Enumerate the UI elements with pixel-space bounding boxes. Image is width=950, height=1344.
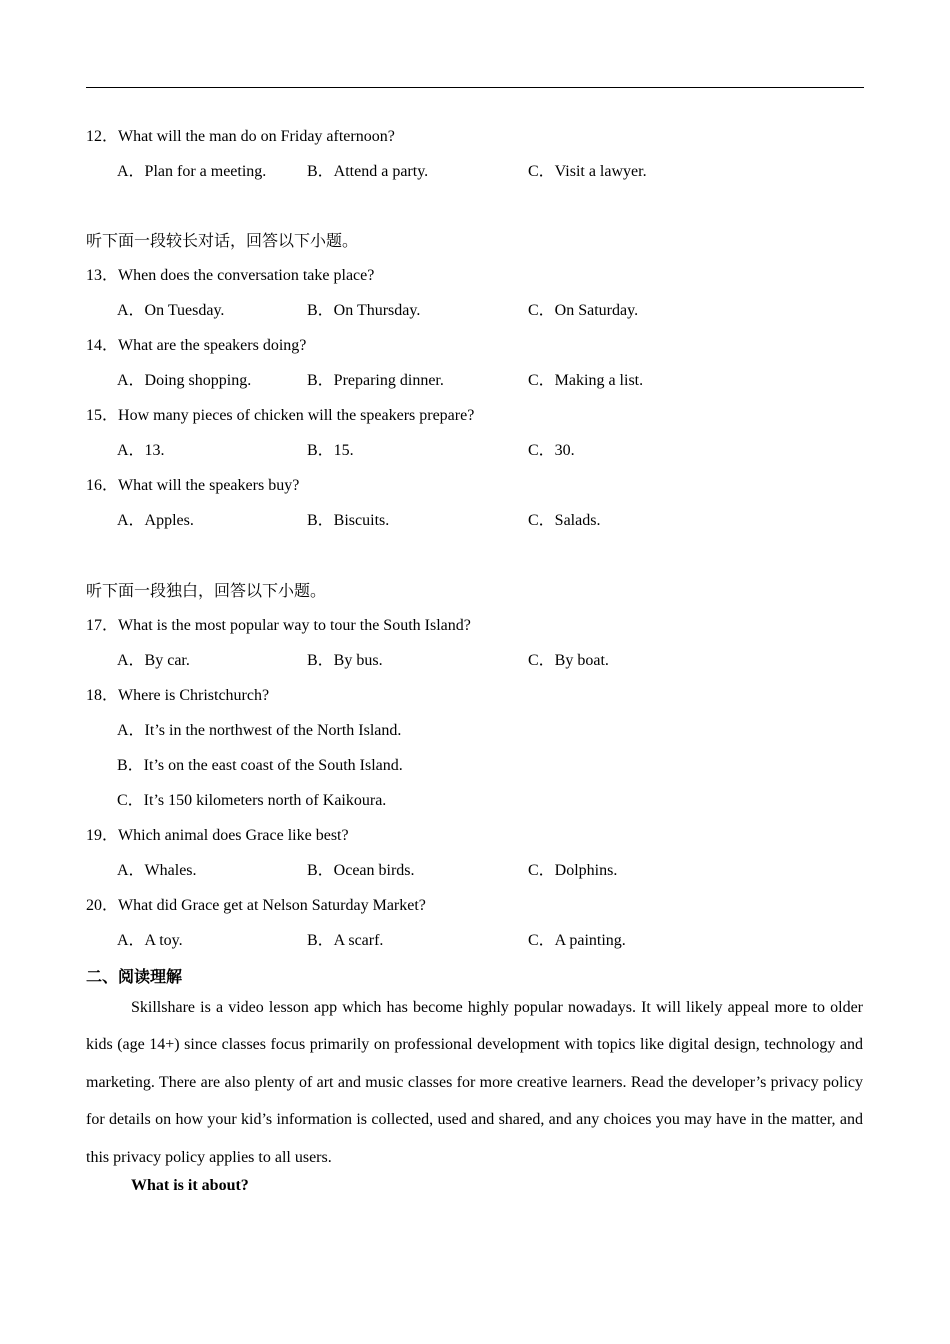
option-c: C．By boat. [528, 652, 609, 669]
option-a: A．Apples. [117, 512, 194, 529]
question-number: 19． [86, 827, 119, 844]
question-number: 18． [86, 687, 119, 704]
option-a: A．Whales. [117, 862, 197, 879]
option-b: B．A scarf. [307, 932, 384, 949]
instruction-monologue: 听下面一段独白，回答以下小题。 [86, 583, 327, 600]
option-b: B．Ocean birds. [307, 862, 415, 879]
question-number: 12． [86, 128, 119, 145]
option-c: C．A painting. [528, 932, 626, 949]
question-number: 15． [86, 407, 119, 424]
question-number: 20． [86, 897, 119, 914]
option-a: A．By car. [117, 652, 190, 669]
question-number: 16． [86, 477, 119, 494]
question-12 [86, 127, 395, 147]
option-b: B．By bus. [307, 652, 383, 669]
question-number: 14． [86, 337, 119, 354]
header-rule [86, 87, 864, 88]
option-a: A．Plan for a meeting. [117, 163, 267, 180]
section-title-reading: 二、阅读理解 [86, 969, 183, 986]
question-14 [86, 336, 306, 356]
option-a: A．On Tuesday. [117, 302, 225, 319]
question-text: What are the speakers doing? [118, 337, 307, 354]
option-c: C．Salads. [528, 512, 601, 529]
option-c: C．On Saturday. [528, 302, 639, 319]
question-text: Where is Christchurch? [118, 687, 270, 704]
question-18 [86, 686, 269, 706]
option-c: C．Visit a lawyer. [528, 163, 647, 180]
option-c: C．It’s 150 kilometers north of Kaikoura. [117, 792, 387, 809]
question-number: 13． [86, 267, 119, 284]
option-a: A．A toy. [117, 932, 183, 949]
option-b: B．It’s on the east coast of the South Island. [117, 757, 403, 774]
question-text: What will the speakers buy? [118, 477, 300, 494]
option-b: B．15. [307, 442, 354, 459]
passage-subheading: What is it about? [131, 1177, 249, 1194]
question-16 [86, 476, 299, 496]
question-15 [86, 406, 474, 426]
option-b: B．On Thursday. [307, 302, 421, 319]
reading-passage: Skillshare is a video lesson app which has become highly popular nowadays. It will likely appeal more to older kids (age 14+) since classes focus primarily on professional development with topics like digital design, technology and marketing. There are also plenty of art and music classes for more creative learners. Read the developer’s privacy policy for details on how your kid’s information is collected, used and shared, and any choices you may have in the matter, and this privacy policy applies to all users. [86, 999, 863, 1166]
option-c: C．Dolphins. [528, 862, 618, 879]
question-19 [86, 826, 349, 846]
option-a: A．It’s in the northwest of the North Island. [117, 722, 402, 739]
option-b: B．Attend a party. [307, 163, 429, 180]
option-b: B．Preparing dinner. [307, 372, 444, 389]
question-text: What did Grace get at Nelson Saturday Market? [118, 897, 426, 914]
question-text: When does the conversation take place? [118, 267, 375, 284]
question-text: What is the most popular way to tour the South Island? [118, 617, 471, 634]
option-c: C．30. [528, 442, 575, 459]
question-text: Which animal does Grace like best? [118, 827, 349, 844]
option-a: A．13. [117, 442, 165, 459]
question-17 [86, 616, 471, 636]
question-20 [86, 896, 426, 916]
question-text: What will the man do on Friday afternoon? [118, 128, 395, 145]
question-text: How many pieces of chicken will the speakers prepare? [118, 407, 475, 424]
option-c: C．Making a list. [528, 372, 644, 389]
question-13 [86, 266, 374, 286]
instruction-long-dialogue: 听下面一段较长对话，回答以下小题。 [86, 233, 359, 250]
question-number: 17． [86, 617, 119, 634]
option-a: A．Doing shopping. [117, 372, 252, 389]
option-b: B．Biscuits. [307, 512, 390, 529]
